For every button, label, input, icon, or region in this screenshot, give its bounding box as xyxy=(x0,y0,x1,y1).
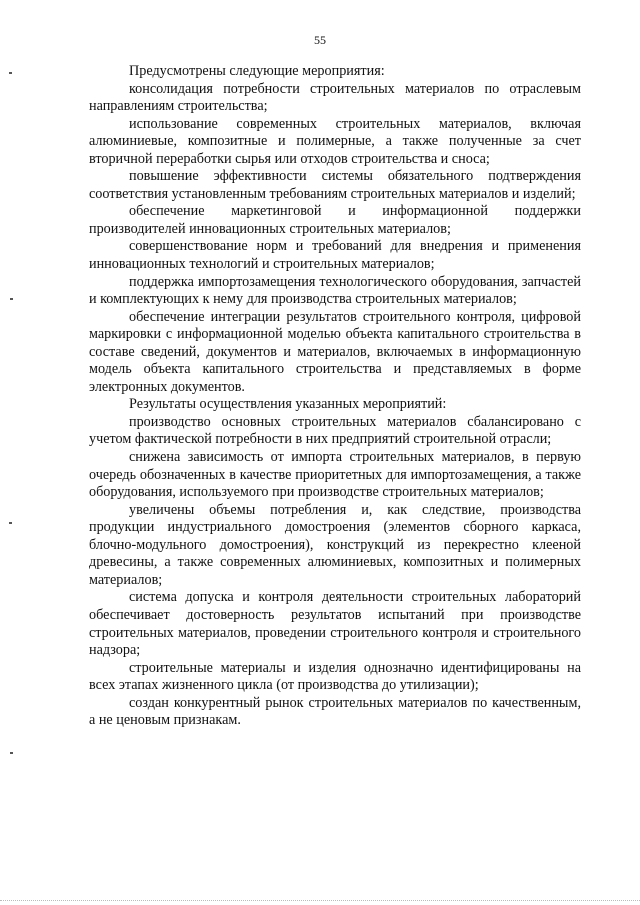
paragraph: обеспечение интеграции результатов строительного контроля, цифровой маркировки с информационной моделью объекта капитального строительства в составе сведений, документов и материалов, включаемых в информационную модель объекта капитального строительства и представляемых в форме электронных документов. xyxy=(89,308,581,395)
page-number: 55 xyxy=(314,33,326,47)
scan-mark xyxy=(9,522,12,524)
paragraph: создан конкурентный рынок строительных материалов по качественным, а не ценовым признакам. xyxy=(89,694,581,729)
paragraph: совершенствование норм и требований для внедрения и применения инновационных технологий и строительных материалов; xyxy=(89,238,581,273)
paragraph: производство основных строительных материалов сбалансировано с учетом фактической потребности в них предприятий строительной отрасли; xyxy=(89,413,581,448)
page-bottom-edge xyxy=(0,900,640,902)
paragraph: консолидация потребности строительных материалов по отраслевым направлениям строительства; xyxy=(89,80,581,115)
document-body xyxy=(89,63,581,730)
paragraph: система допуска и контроля деятельности строительных лабораторий обеспечивает достоверность результатов испытаний при производстве строительных материалов, проведении строительного контроля и строительного надзора; xyxy=(89,589,581,659)
paragraph: повышение эффективности системы обязательного подтверждения соответствия установленным требованиям строительных материалов и изделий; xyxy=(89,168,581,202)
paragraph: Предусмотрены следующие мероприятия: xyxy=(129,63,385,79)
paragraph: использование современных строительных материалов, включая алюминиевые, композитные и полимерные, а также полученные за счет вторичной переработки сырья или отходов строительства и сноса; xyxy=(89,115,581,167)
paragraph: увеличены объемы потребления и, как следствие, производства продукции индустриального домостроения (элементов сборного каркаса, блочно-модульного домостроения), конструкций из перекрестно клееной древесины, а также современных алюминиевых, композитных и полимерных материалов; xyxy=(89,501,581,588)
paragraph: поддержка импортозамещения технологического оборудования, запчастей и комплектующих к нему для производства строительных материалов; xyxy=(89,273,581,308)
paragraph: обеспечение маркетинговой и информационной поддержки производителей инновационных строительных материалов; xyxy=(89,203,581,237)
scan-mark xyxy=(9,72,12,74)
scan-mark xyxy=(10,298,13,300)
scan-mark xyxy=(10,752,13,754)
paragraph: строительные материалы и изделия однозначно идентифицированы на всех этапах жизненного цикла (от производства до утилизации); xyxy=(89,659,581,694)
paragraph: снижена зависимость от импорта строительных материалов, в первую очередь обозначенных в качестве приоритетных для импортозамещения, а также оборудования, используемого при производстве строительных материалов; xyxy=(89,449,581,501)
paragraph: Результаты осуществления указанных мероприятий: xyxy=(129,396,447,413)
